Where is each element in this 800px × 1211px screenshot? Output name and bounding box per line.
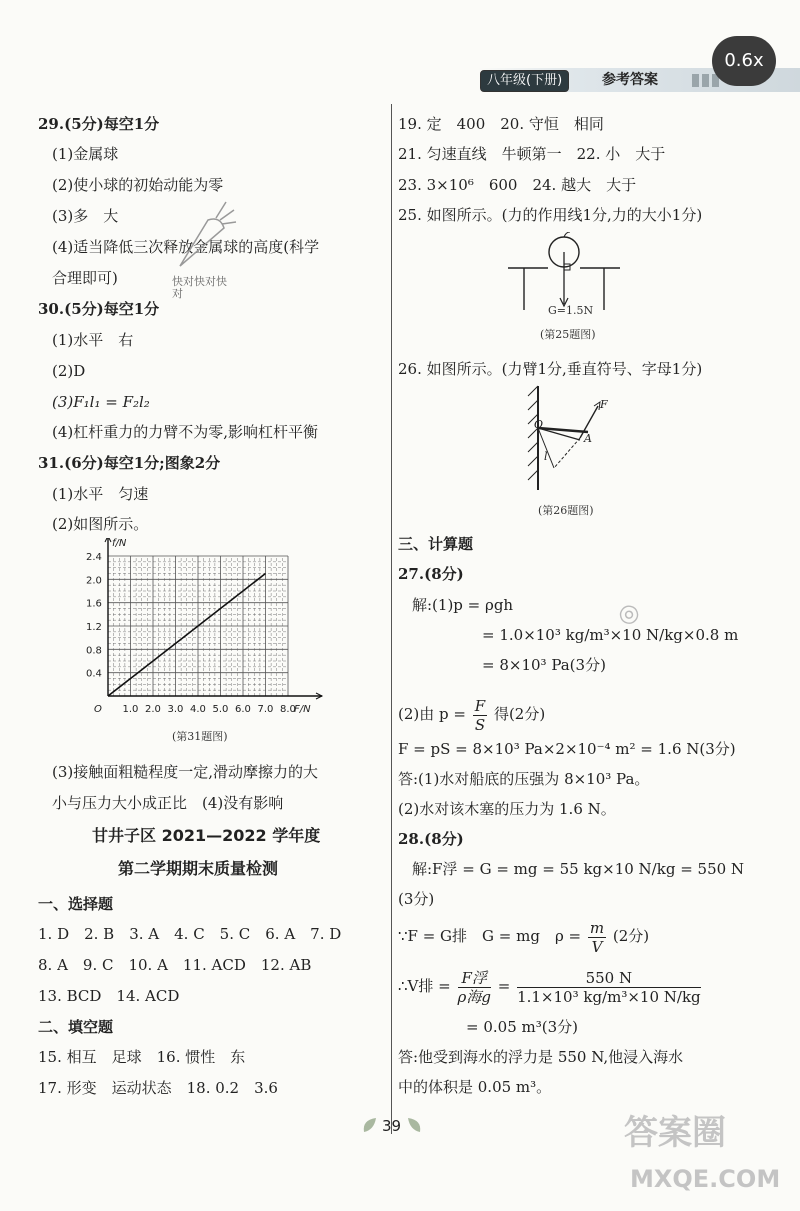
fraction-numeric — [517, 969, 701, 1006]
q30-answer-2: (2)D — [52, 362, 86, 380]
fig25-caption: (第25题图) — [540, 328, 596, 341]
calc-28-line-4 — [398, 966, 703, 1006]
carrot-stamp-icon — [168, 198, 238, 272]
calc-27-line-6: 答:(1)水对船底的压强为 8×10³ Pa。 — [398, 770, 650, 788]
fig25-label: G=1.5N — [548, 304, 594, 317]
fill-17-18: 17. 形变 运动状态 18. 0.2 3.6 — [38, 1079, 278, 1097]
y-tick-label: 0.8 — [86, 645, 102, 657]
column-divider — [391, 104, 392, 1134]
x-tick-label: 2.0 — [145, 704, 161, 715]
calc-27-line-3: = 8×10³ Pa(3分) — [482, 656, 606, 674]
y-tick-label: 2.0 — [86, 575, 102, 587]
exam-title-1: 甘井子区 2021—2022 学年度 — [92, 826, 321, 845]
fig26-caption: (第26题图) — [538, 504, 594, 517]
fraction-den-value: 1.1×10³ kg/m³×10 N/kg — [517, 987, 701, 1006]
calc-28-line-3-prefix: ∵F = G排 G = mg ρ = — [398, 927, 582, 945]
calc-28-line-4-prefix: ∴V排 = — [398, 977, 451, 995]
calc-28-line-3 — [398, 916, 649, 956]
calc-27-heading: 27.(8分) — [398, 565, 464, 583]
calc-27-line-4-prefix: (2)由 p = — [398, 705, 466, 723]
equals-sign: = — [497, 977, 511, 995]
calc-27-line-7: (2)水对该木塞的压力为 1.6 N。 — [398, 800, 616, 818]
header-decoration — [692, 74, 719, 87]
y-tick-label: 0.4 — [86, 668, 102, 680]
q31-answer-1: (1)水平 匀速 — [52, 485, 149, 503]
origin-label: O — [94, 704, 102, 715]
x-tick-label: 3.0 — [167, 704, 184, 715]
q30-answer-1: (1)水平 右 — [52, 331, 134, 349]
calc-27-line-2: = 1.0×10³ kg/m³×10 N/kg×0.8 m — [482, 626, 739, 644]
fraction-den-v: V — [591, 937, 603, 956]
fraction-den-s: S — [474, 715, 486, 734]
calc-28-heading: 28.(8分) — [398, 830, 464, 848]
watermark-url: MXQE.COM — [630, 1165, 781, 1193]
fill-26: 26. 如图所示。(力臂1分,垂直符号、字母1分) — [398, 360, 703, 378]
part2-heading: 二、填空题 — [38, 1018, 114, 1036]
y-axis-label: f/N — [112, 538, 127, 549]
leaf-left-icon — [360, 1116, 378, 1134]
x-tick-label: 4.0 — [190, 704, 206, 715]
calc-28-line-6: 答:他受到海水的浮力是 550 N,他浸入海水 — [398, 1048, 684, 1066]
calc-28-line-1: 解:F浮 = G = mg = 55 kg×10 N/kg = 550 N — [412, 860, 745, 878]
fraction-num-fbuoy: F浮 — [458, 969, 491, 988]
part1-heading: 一、选择题 — [38, 895, 114, 913]
fraction-fbuoy-over-rhog — [458, 969, 491, 1006]
fraction-num-f: F — [474, 696, 486, 715]
q30-answer-4: (4)杠杆重力的力臂不为零,影响杠杆平衡 — [52, 423, 319, 441]
fill-23-24: 23. 3×10⁶ 600 24. 越大 大于 — [398, 176, 637, 194]
q31-caption: (第31题图) — [172, 730, 228, 743]
calc-27-line-4-suffix: 得(2分) — [493, 705, 546, 723]
fig26-diagram — [518, 382, 628, 494]
x-tick-label: 1.0 — [122, 704, 139, 715]
x-tick-label: 6.0 — [235, 704, 251, 715]
stamp-text: 快对快对快对 — [172, 275, 227, 300]
fraction-den-rhog: ρ海g — [457, 987, 491, 1006]
q30-heading: 30.(5分)每空1分 — [38, 300, 160, 318]
calc-28-line-2: (3分) — [398, 890, 435, 908]
q29-answer-3: (3)多 大 — [52, 207, 119, 225]
q30-answer-3: (3)F₁l₁ = F₂l₂ — [52, 393, 150, 411]
fill-21-22: 21. 匀速直线 牛顿第一 22. 小 大于 — [398, 145, 666, 163]
q31-answer-3b: 小与压力大小成正比 (4)没有影响 — [52, 794, 284, 812]
y-tick-label: 1.6 — [86, 598, 102, 610]
grade-badge: 八年级(下册) — [480, 70, 569, 92]
q31-heading: 31.(6分)每空1分;图象2分 — [38, 454, 221, 472]
q29-answer-4b: 合理即可) — [52, 269, 118, 287]
mc-answers-2: 8. A 9. C 10. A 11. ACD 12. AB — [38, 956, 312, 974]
fraction-num-m: m — [589, 918, 605, 937]
fig26-label-l: l — [544, 450, 548, 463]
series-line — [108, 574, 266, 697]
mc-answers-1: 1. D 2. B 3. A 4. C 5. C 6. A 7. D — [38, 925, 342, 943]
fig26-label-o: O — [534, 418, 544, 431]
page-number: 39 — [382, 1117, 402, 1135]
x-tick-label: 7.0 — [257, 704, 274, 715]
watermark-kuaidui-1: ◎ — [614, 596, 643, 630]
calc-27-line-5: F = pS = 8×10³ Pa×2×10⁻⁴ m² = 1.6 N(3分) — [398, 740, 736, 758]
calc-27-line-4 — [398, 694, 545, 734]
calc-28-line-3-suffix: (2分) — [612, 927, 650, 945]
exam-title-2: 第二学期期末质量检测 — [118, 859, 279, 878]
leaf-right-icon — [406, 1116, 424, 1134]
fill-19-20: 19. 定 400 20. 守恒 相同 — [398, 115, 604, 133]
part3-heading: 三、计算题 — [398, 535, 474, 553]
fill-25: 25. 如图所示。(力的作用线1分,力的大小1分) — [398, 206, 703, 224]
zoom-badge[interactable]: 0.6x — [712, 36, 776, 86]
fraction-m-over-v — [588, 919, 606, 956]
fig26-label-a: A — [584, 432, 592, 445]
q29-answer-2: (2)使小球的初始动能为零 — [52, 176, 224, 194]
mc-answers-3: 13. BCD 14. ACD — [38, 987, 180, 1005]
y-tick-label: 2.4 — [86, 552, 102, 563]
calc-28-line-7: 中的体积是 0.05 m³。 — [398, 1078, 552, 1096]
fig26-label-f: F — [600, 398, 608, 411]
x-tick-label: 8.0 — [280, 704, 296, 715]
answer-title: 参考答案 — [602, 72, 658, 88]
x-axis-label: F/N — [294, 704, 311, 715]
watermark-logo: 答案圈 — [624, 1113, 726, 1153]
q29-answer-1: (1)金属球 — [52, 145, 119, 163]
fill-15-16: 15. 相互 足球 16. 惯性 东 — [38, 1048, 246, 1066]
fraction-f-over-s — [473, 697, 487, 734]
y-tick-label: 1.2 — [86, 622, 102, 633]
q29-heading: 29.(5分)每空1分 — [38, 115, 160, 133]
calc-27-line-1: 解:(1)p = ρgh — [412, 596, 514, 614]
calc-28-line-5: = 0.05 m³(3分) — [466, 1018, 578, 1036]
q31-answer-3a: (3)接触面粗糙程度一定,滑动摩擦力的大 — [52, 763, 319, 781]
q29-answer-4a: (4)适当降低三次释放金属球的高度(科学 — [52, 238, 320, 256]
fraction-num-550n: 550 N — [517, 969, 701, 988]
q31-chart — [80, 538, 340, 728]
q31-answer-2: (2)如图所示。 — [52, 515, 149, 533]
x-tick-label: 5.0 — [212, 704, 229, 715]
